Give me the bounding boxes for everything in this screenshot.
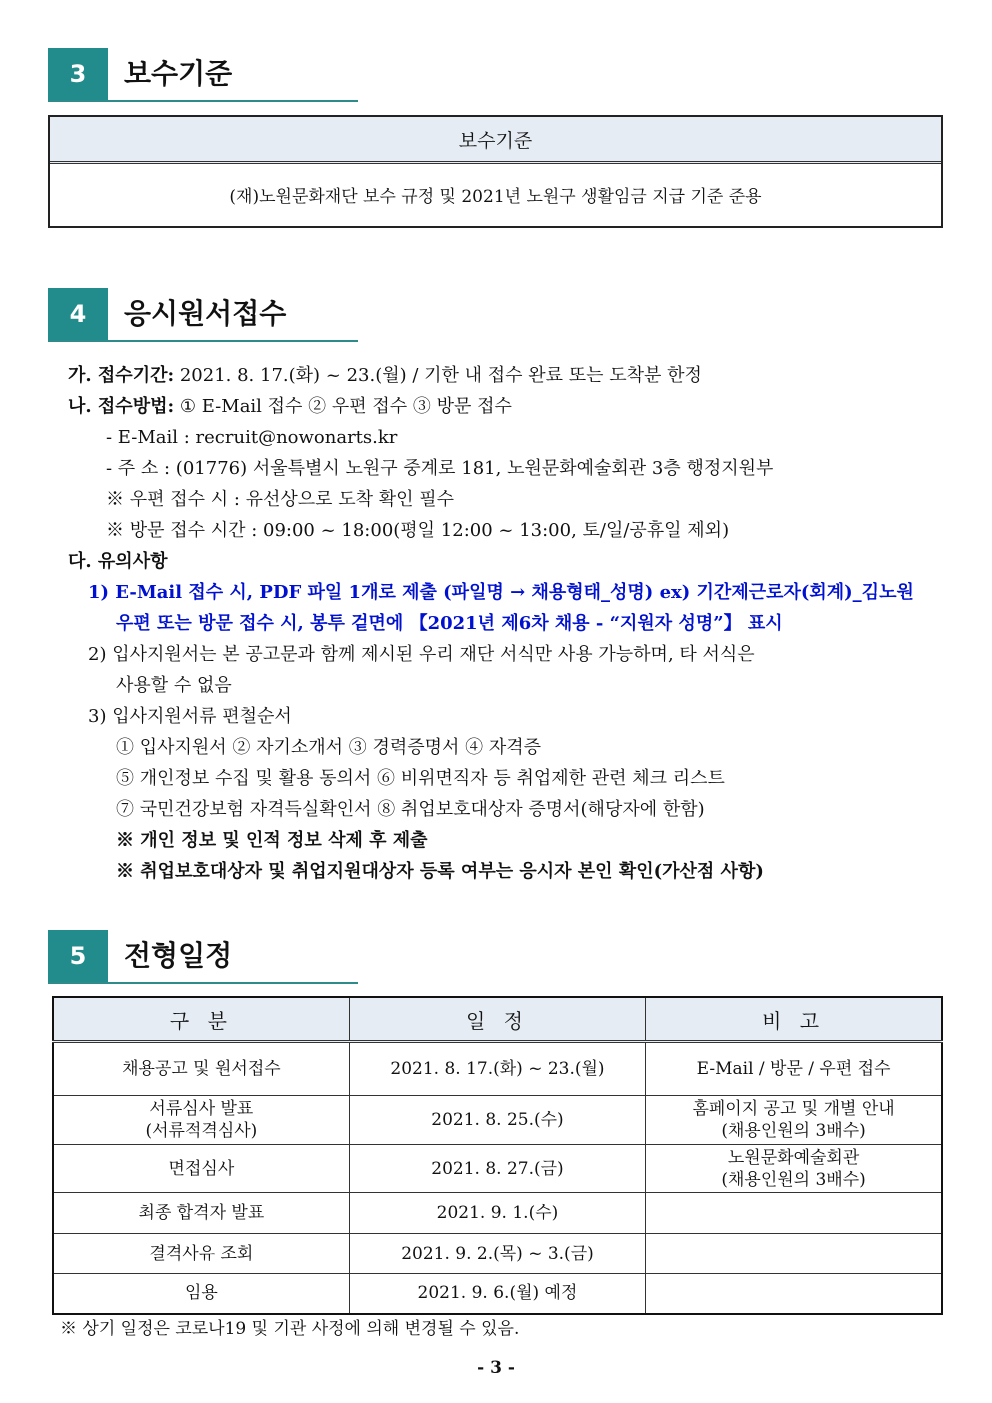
row-date: 2021. 9. 6.(월) 예정 <box>349 1274 645 1314</box>
apply-address: - 주 소 : (01776) 서울특별시 노원구 중계로 181, 노원문화예술회관 3층 행정지원부 <box>106 458 774 479</box>
row-remark <box>646 1234 942 1274</box>
pay-standard-box <box>48 115 943 228</box>
apply-period-label: 가. 접수기간: <box>68 365 175 386</box>
caution-1a: 1) E-Mail 접수 시, PDF 파일 1개로 제출 (파일명 → 채용형태_성명) ex) 기간제근로자(회계)_김노원 <box>88 582 914 603</box>
apply-method-label: 나. 접수방법: <box>68 396 175 417</box>
section-number: 5 <box>48 930 108 982</box>
apply-period-value: 2021. 8. 17.(화) ~ 23.(월) / 기한 내 접수 완료 또는 도착분 한정 <box>174 365 702 386</box>
note-mail: ※ 우편 접수 시 : 유선상으로 도착 확인 필수 <box>106 489 455 510</box>
row-remark <box>646 1193 942 1234</box>
schedule-table <box>52 996 943 1315</box>
bold-note-1: ※ 개인 정보 및 인적 정보 삭제 후 제출 <box>116 830 428 851</box>
apply-method-value: ① E-Mail 접수 ② 우편 접수 ③ 방문 접수 <box>174 396 512 417</box>
row-date: 2021. 8. 25.(수) <box>349 1096 645 1145</box>
caution-2b: 사용할 수 없음 <box>116 675 232 696</box>
caution-1b: 우편 또는 방문 접수 시, 봉투 겉면에 【2021년 제6차 채용 - “지원자 성명”】 표시 <box>116 613 783 634</box>
page-number: - 3 - <box>477 1358 515 1378</box>
row-date: 2021. 9. 1.(수) <box>349 1193 645 1234</box>
section-number: 3 <box>48 48 108 100</box>
row-remark <box>646 1274 942 1314</box>
row-category: 채용공고 및 원서접수 <box>53 1042 349 1096</box>
header-date: 일 정 <box>349 997 645 1042</box>
table-row <box>53 1096 942 1145</box>
caution-3: 3) 입사지원서류 편철순서 <box>88 706 292 727</box>
section-number: 4 <box>48 288 108 340</box>
schedule-footnote: ※ 상기 일정은 코로나19 및 기관 사정에 의해 변경될 수 있음. <box>60 1319 520 1339</box>
header-remark: 비 고 <box>646 997 942 1042</box>
section-title: 전형일정 <box>124 939 233 972</box>
table-row <box>53 1193 942 1234</box>
row-category: 결격사유 조회 <box>53 1234 349 1274</box>
section-4-header <box>48 288 358 342</box>
bold-note-2: ※ 취업보호대상자 및 취업지원대상자 등록 여부는 응시자 본인 확인(가산점 사항) <box>116 861 764 882</box>
section-title: 보수기준 <box>124 57 233 90</box>
table-row <box>53 1145 942 1193</box>
apply-period <box>68 363 702 389</box>
row-date: 2021. 8. 17.(화) ~ 23.(월) <box>349 1042 645 1096</box>
row-remark: 노원문화예술회관 (채용인원의 3배수) <box>646 1145 942 1193</box>
header-category: 구 분 <box>53 997 349 1042</box>
caution-label: 다. 유의사항 <box>68 551 168 572</box>
pay-standard-header: 보수기준 <box>50 117 941 164</box>
row-category: 최종 합격자 발표 <box>53 1193 349 1234</box>
row-category: 서류심사 발표 (서류적격심사) <box>53 1096 349 1145</box>
section-3-header <box>48 48 358 102</box>
caution-2a: 2) 입사지원서는 본 공고문과 함께 제시된 우리 재단 서식만 사용 가능하며, 타 서식은 <box>88 644 755 665</box>
table-row <box>53 1042 942 1096</box>
docs-line-1: ① 입사지원서 ② 자기소개서 ③ 경력증명서 ④ 자격증 <box>116 737 542 758</box>
pay-standard-body: (재)노원문화재단 보수 규정 및 2021년 노원구 생활임금 지급 기준 준용 <box>229 186 762 207</box>
apply-method <box>68 394 512 420</box>
apply-email: - E-Mail : recruit@nowonarts.kr <box>106 427 398 448</box>
table-row <box>53 1234 942 1274</box>
table-row <box>53 1274 942 1314</box>
schedule-header-row <box>53 997 942 1042</box>
row-date: 2021. 9. 2.(목) ~ 3.(금) <box>349 1234 645 1274</box>
docs-line-2: ⑤ 개인정보 수집 및 활용 동의서 ⑥ 비위면직자 등 취업제한 관련 체크 리스트 <box>116 768 725 789</box>
row-date: 2021. 8. 27.(금) <box>349 1145 645 1193</box>
row-remark: E-Mail / 방문 / 우편 접수 <box>646 1042 942 1096</box>
section-5-header <box>48 930 358 984</box>
row-remark: 홈페이지 공고 및 개별 안내 (채용인원의 3배수) <box>646 1096 942 1145</box>
note-visit: ※ 방문 접수 시간 : 09:00 ~ 18:00(평일 12:00 ~ 13:00, 토/일/공휴일 제외) <box>106 520 730 541</box>
section-title: 응시원서접수 <box>124 297 287 330</box>
docs-line-3: ⑦ 국민건강보험 자격득실확인서 ⑧ 취업보호대상자 증명서(해당자에 한함) <box>116 799 705 820</box>
row-category: 면접심사 <box>53 1145 349 1193</box>
row-category: 임용 <box>53 1274 349 1314</box>
